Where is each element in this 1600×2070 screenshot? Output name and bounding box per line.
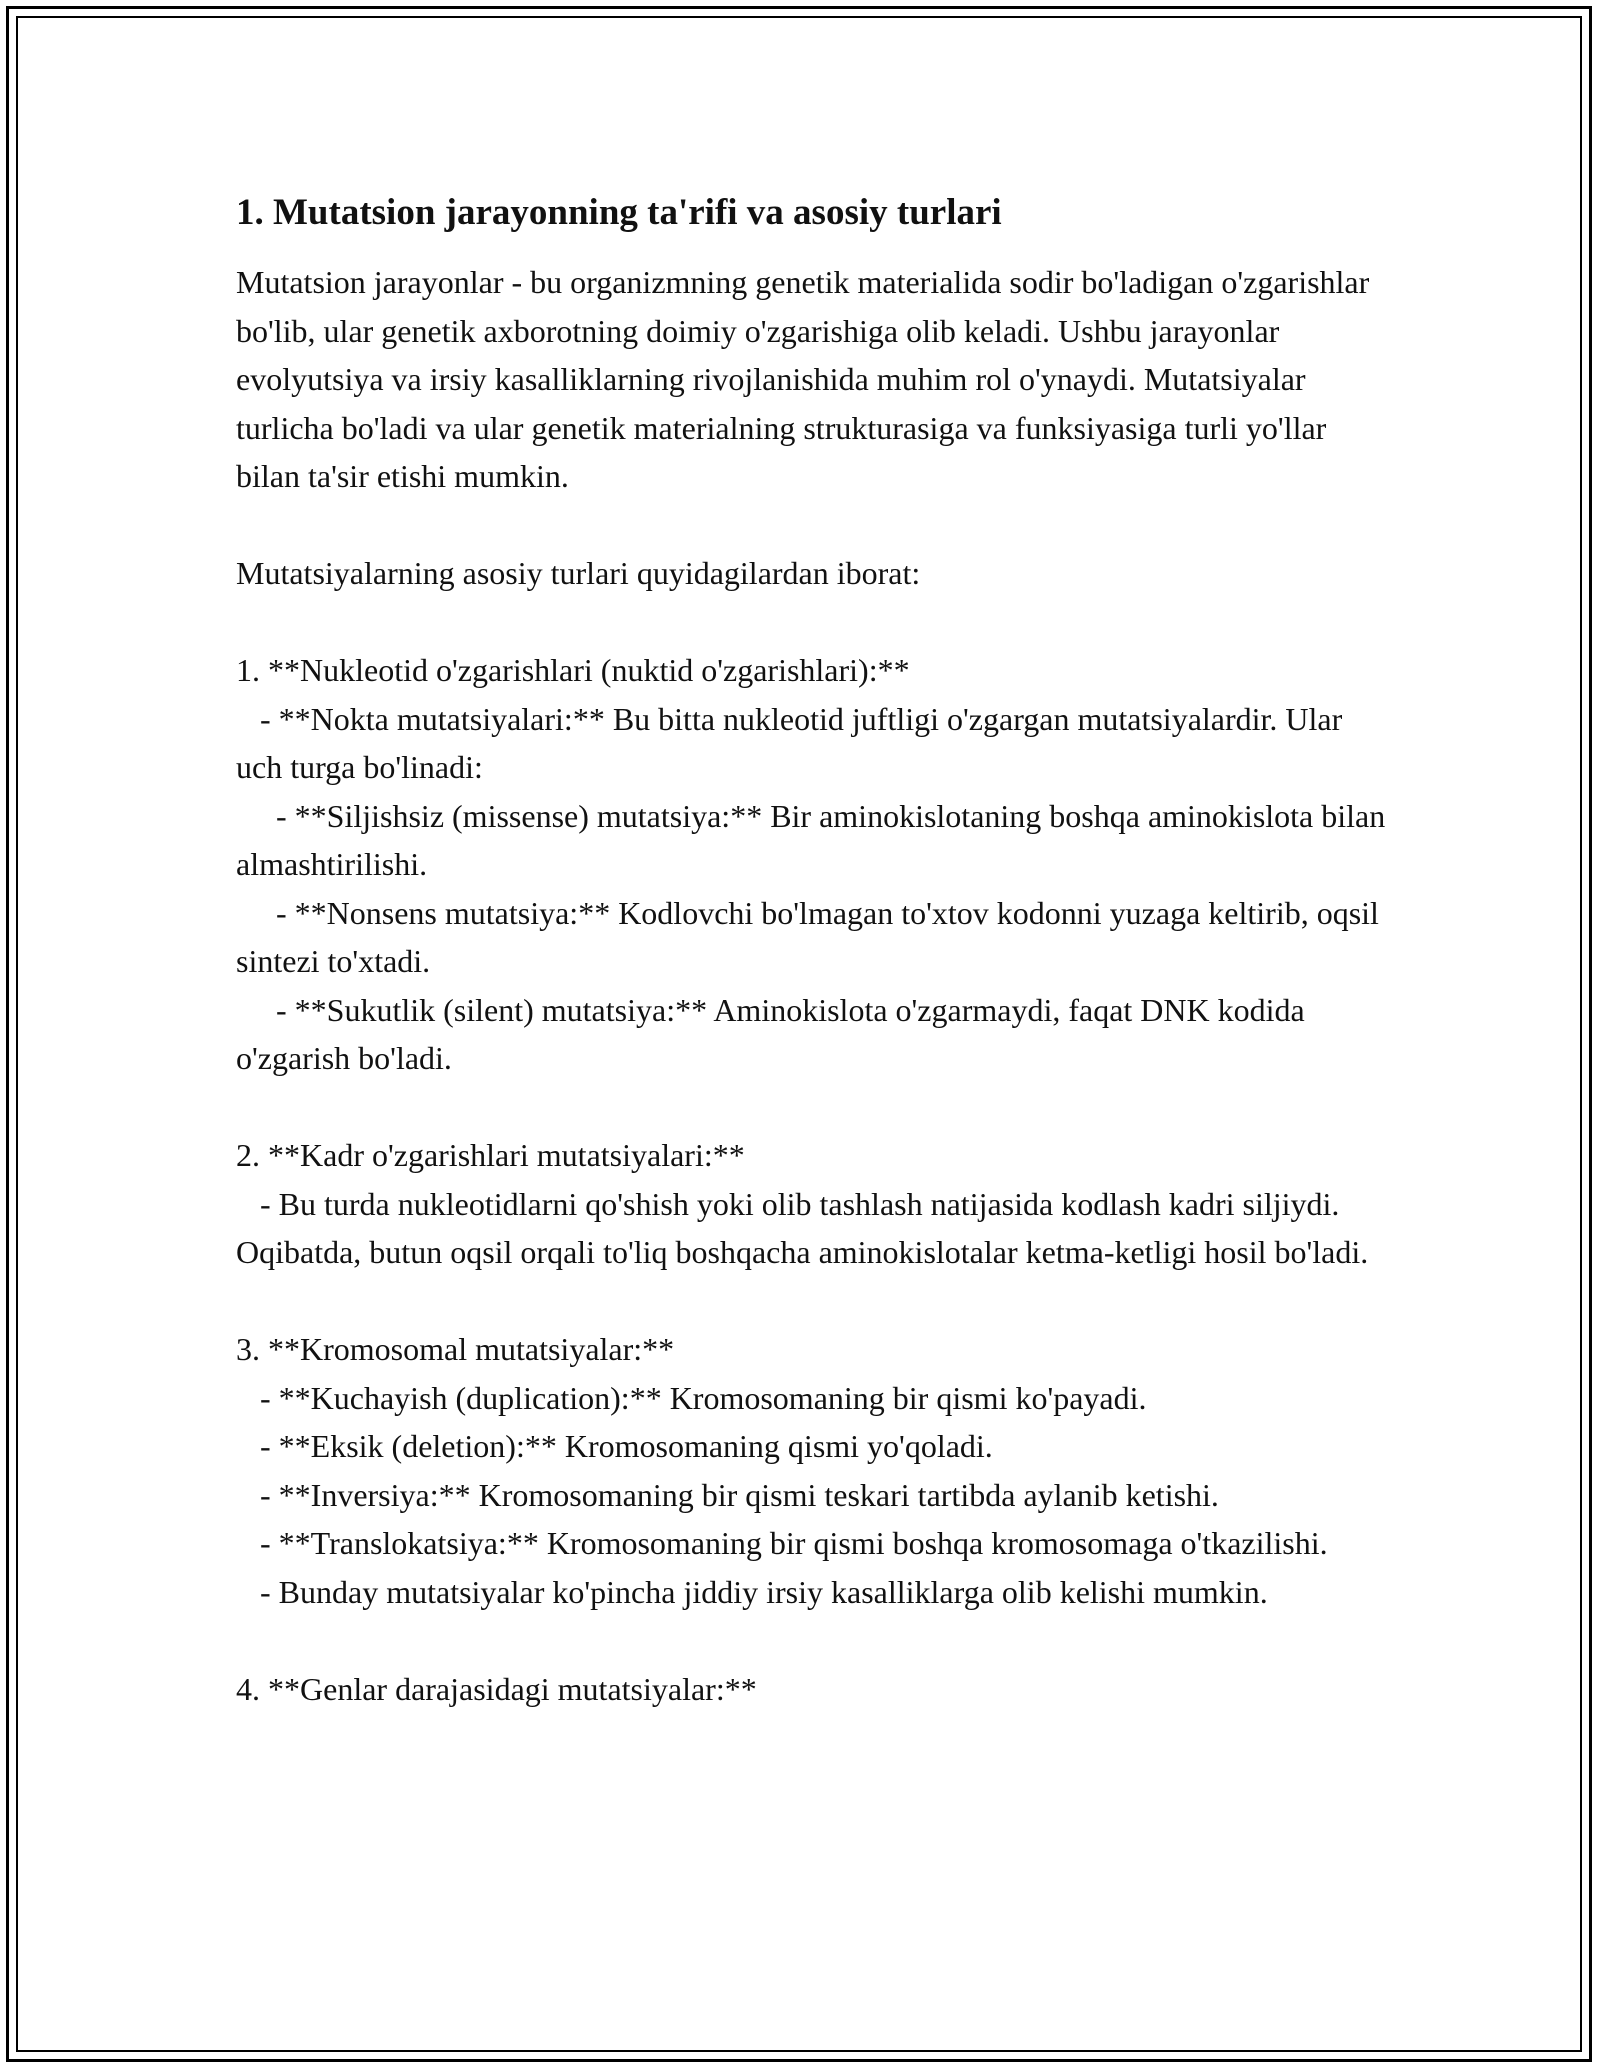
document-content [236, 188, 1386, 1713]
document-body: Mutatsion jarayonlar - bu organizmning genetik materialida sodir bo'ladigan o'zgarishlar bo'lib, ular genetik axborotning doimiy o'zgarishiga olib keladi. Ushbu jarayonlar evolyutsiya va irsiy kasalliklarning rivojlanishida muhim rol o'ynaydi. Mutatsiyalar turlicha bo'ladi va ular genetik materialning strukturasiga va funksiyasiga turli yo'llar bilan ta'sir etishi mumkin. Mutatsiyalarning asosiy turlari quyidagilardan iborat: 1. **Nukleotid o'zgarishlari (nuktid o'zgarishlari):** - **Nokta mutatsiyalari:** Bu bitta nukleotid juftligi o'zgargan mutatsiyalardir. Ular uch turga bo'linadi: - **Siljishsiz (missense) mutatsiya:** Bir aminokislotaning boshqa aminokislota bilan almashtirilishi. - **Nonsens mutatsiya:** Kodlovchi bo'lmagan to'xtov kodonni yuzaga keltirib, oqsil sintezi to'xtadi. - **Sukutlik (silent) mutatsiya:** Aminokislota o'zgarmaydi, faqat DNK kodida o'zgarish bo'ladi. 2. **Kadr o'zgarishlari mutatsiyalari:** - Bu turda nukleotidlarni qo'shish yoki olib tashlash natijasida kodlash kadri siljiydi. Oqibatda, butun oqsil orqali to'liq boshqacha aminokislotalar ketma-ketligi hosil bo'ladi. 3. **Kromosomal mutatsiyalar:** - **Kuchayish (duplication):** Kromosomaning bir qismi ko'payadi. - **Eksik (deletion):** Kromosomaning qismi yo'qoladi. - **Inversiya:** Kromosomaning bir qismi teskari tartibda aylanib ketishi. - **Translokatsiya:** Kromosomaning bir qismi boshqa kromosomaga o'tkazilishi. - Bunday mutatsiyalar ko'pincha jiddiy irsiy kasalliklarga olib kelishi mumkin. 4. **Genlar darajasidagi mutatsiyalar:** [236, 264, 1386, 1707]
document-title: 1. Mutatsion jarayonning ta'rifi va asosiy turlari [236, 192, 1002, 233]
